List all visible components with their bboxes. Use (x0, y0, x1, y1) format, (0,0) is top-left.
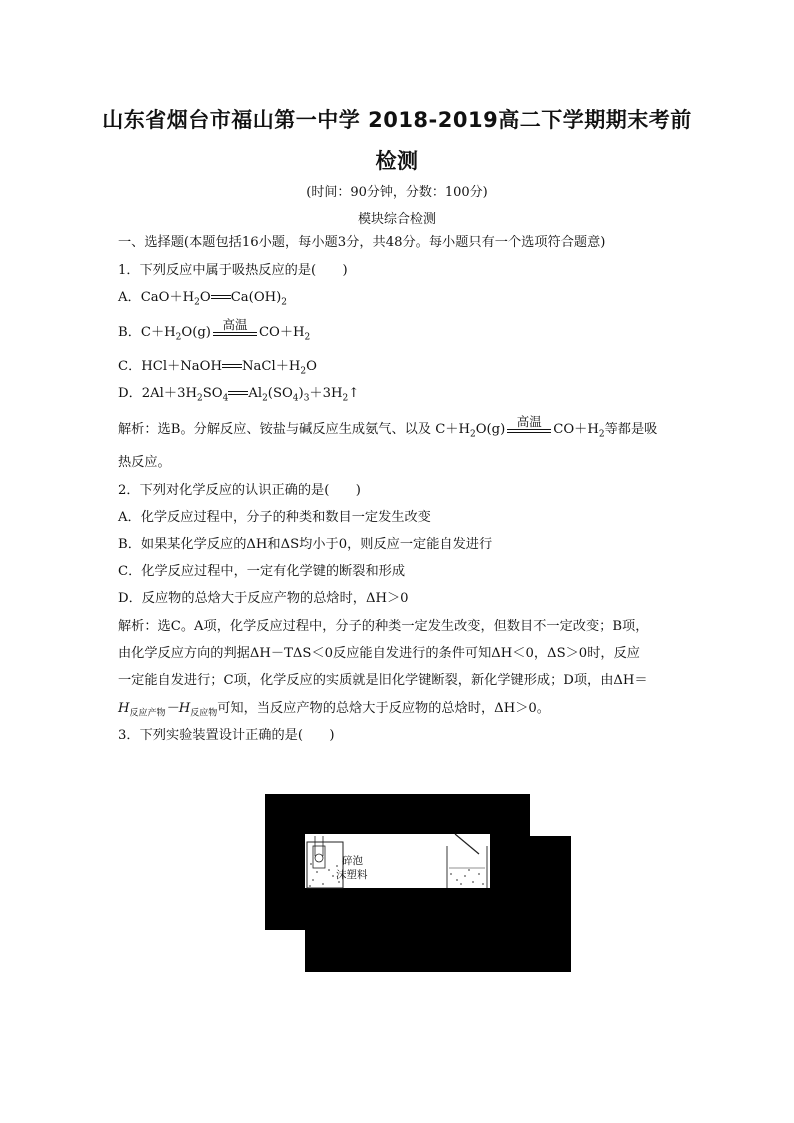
q2-analysis-2: 由化学反应方向的判据ΔH－TΔS＜0反应能自发进行的条件可知ΔH＜0，ΔS＞0时，反应 (118, 646, 640, 661)
q2-option-d: D．反应物的总焓大于反应产物的总焓时，ΔH＞0 (118, 591, 409, 606)
q2-analysis-4: $H_{反应产物}-H_{反应物}$可知，当反应产物的总焓大于反应物的总焓时，ΔH＞0。 (118, 701, 550, 719)
q1-option-d: D．$2Al+3H_2SO_4$ $Al_2(SO_4)_3+3H_2↑$ (118, 386, 360, 404)
q3-stem: 3．下列实验装置设计正确的是( ) (118, 728, 335, 743)
q2-analysis-1: 解析：选C。A项，化学反应过程中，分子的种类一定发生改变，但数目不一定改变；B项， (118, 619, 649, 634)
gas-up-arrow-icon: ↑ (348, 386, 360, 401)
q3-apparatus-figure (265, 794, 571, 972)
q2-analysis-3: 一定能自发进行；C项，化学反应的实质就是旧化学键断裂，新化学键形成；D项，由ΔH＝ (118, 673, 648, 688)
q1-option-c: C．HCl＋NaOH $NaCl+H_2O$ (118, 359, 317, 377)
exam-meta: (时间：90分钟，分数：100分) (306, 185, 488, 200)
reaction-condition-arrow: 高温 (213, 326, 257, 340)
figure-label-foam-1: 碎泡 (342, 855, 363, 867)
q1-analysis: 解析：选B。分解反应、铵盐与碱反应生成氨气、以及 $C+H_2O(g)$ 高温 $CO+H_2$等都是吸 (118, 413, 658, 440)
section-intro: 一、选择题(本题包括16小题，每小题3分，共48分。每小题只有一个选项符合题意) (118, 235, 606, 250)
q1-option-b: B．$C+H_2O(g)$ 高温 $CO+H_2$ (118, 316, 311, 343)
q2-option-a: A．化学反应过程中，分子的种类和数目一定发生改变 (118, 510, 431, 525)
double-equal-sign-icon (211, 294, 231, 302)
q2-option-b: B．如果某化学反应的ΔH和ΔS均小于0，则反应一定能自发进行 (118, 537, 493, 552)
q1-analysis-cont: 热反应。 (118, 455, 171, 470)
q2-stem: 2．下列对化学反应的认识正确的是( ) (118, 483, 361, 498)
page-title-line2: 检测 (375, 149, 419, 173)
q1-stem: 1．下列反应中属于吸热反应的是( ) (118, 263, 348, 278)
double-equal-sign-icon (228, 390, 248, 398)
q1-option-a: A．$CaO+H_2O$ $Ca(OH)_2$ (118, 290, 288, 308)
section-title: 模块综合检测 (357, 212, 436, 227)
double-equal-sign-icon (222, 363, 242, 371)
figure-label-foam-2: 沫塑料 (336, 869, 368, 881)
reaction-condition-arrow: 高温 (507, 423, 551, 437)
q2-option-c: C．化学反应过程中，一定有化学键的断裂和形成 (118, 564, 406, 579)
page-title-line1: 山东省烟台市福山第一中学 2018-2019高二下学期期末考前 (102, 108, 692, 132)
